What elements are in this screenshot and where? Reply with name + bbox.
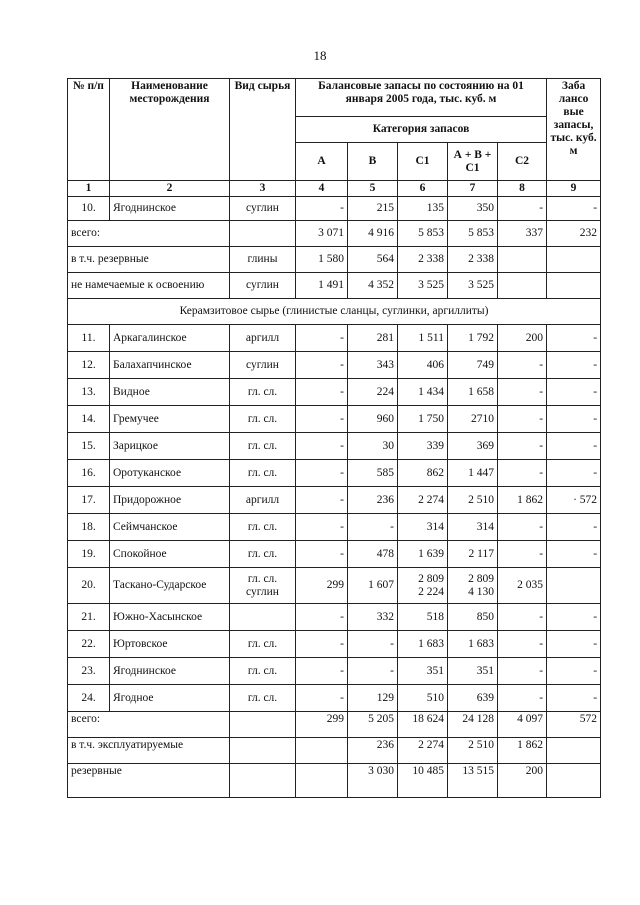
value-c1: 5 853 [398, 221, 448, 247]
value-a: - [296, 487, 348, 514]
material-type-line: суглин [246, 585, 279, 598]
value-c2: - [498, 433, 547, 460]
deposit-name: Сеймчанское [110, 514, 230, 541]
value-c1: 1 750 [398, 406, 448, 433]
value-c1: 10 485 [398, 764, 448, 798]
header-balance: Балансовые запасы по состоянию на 01 января 2005 года, тыс. куб. м [296, 79, 547, 117]
value-a: 1 580 [296, 247, 348, 273]
value-off-balance: - [547, 325, 601, 352]
value-off-balance: - [547, 197, 601, 221]
value-abc1: 2710 [448, 406, 498, 433]
row-num: 12. [68, 352, 110, 379]
value-abc1: 850 [448, 604, 498, 631]
column-number: 4 [296, 181, 348, 197]
row-num: 11. [68, 325, 110, 352]
column-number: 5 [348, 181, 398, 197]
value-b: 5 205 [348, 712, 398, 738]
value-abc1: 5 853 [448, 221, 498, 247]
value-off-balance [547, 568, 601, 604]
value-b: 478 [348, 541, 398, 568]
header-a: А [296, 143, 348, 181]
material-type [230, 738, 296, 764]
row-num: 21. [68, 604, 110, 631]
material-type: суглин [230, 352, 296, 379]
column-number: 1 [68, 181, 110, 197]
column-numbers-row [68, 181, 601, 197]
value-abc1: 1 683 [448, 631, 498, 658]
deposit-name: Оротуканское [110, 460, 230, 487]
material-type: гл. сл. [230, 379, 296, 406]
row-num: 16. [68, 460, 110, 487]
value-line: 2 809 [468, 572, 494, 585]
material-type [230, 764, 296, 798]
material-type [230, 221, 296, 247]
value-c1: 135 [398, 197, 448, 221]
row-num: 23. [68, 658, 110, 685]
value-b: 4 916 [348, 221, 398, 247]
header-type: Вид сырья [230, 79, 296, 181]
value-a: - [296, 514, 348, 541]
value-a [296, 738, 348, 764]
value-c2: - [498, 379, 547, 406]
value-a: - [296, 433, 348, 460]
value-c2: - [498, 604, 547, 631]
total-row [68, 247, 601, 273]
value-off-balance [547, 247, 601, 273]
table-row [68, 433, 601, 460]
page-number: 18 [313, 48, 327, 63]
total-row [68, 738, 601, 764]
header-c2: С2 [498, 143, 547, 181]
value-c2: 4 097 [498, 712, 547, 738]
column-number: 6 [398, 181, 448, 197]
material-type: гл. сл. [230, 631, 296, 658]
value-abc1: 2 510 [448, 738, 498, 764]
row-num: 18. [68, 514, 110, 541]
value-a: - [296, 604, 348, 631]
value-abc1: 369 [448, 433, 498, 460]
value-c1: 314 [398, 514, 448, 541]
value-b: 4 352 [348, 273, 398, 299]
value-b: 1 607 [348, 568, 398, 604]
value-off-balance: · 572 [547, 487, 601, 514]
value-b: 30 [348, 433, 398, 460]
value-off-balance [547, 738, 601, 764]
value-abc1: 639 [448, 685, 498, 712]
value-a: 299 [296, 712, 348, 738]
column-number: 2 [110, 181, 230, 197]
material-type: аргилл [230, 487, 296, 514]
value-abc1: 2 117 [448, 541, 498, 568]
deposit-name: Ягоднинское [110, 658, 230, 685]
value-c2: 1 862 [498, 487, 547, 514]
value-c2: 200 [498, 764, 547, 798]
deposit-name: Придорожное [110, 487, 230, 514]
deposit-name: Зарицкое [110, 433, 230, 460]
value-c2: - [498, 685, 547, 712]
table-row [68, 604, 601, 631]
value-c2: - [498, 514, 547, 541]
value-c1: 406 [398, 352, 448, 379]
value-c2 [498, 247, 547, 273]
value-abc1: 1 792 [448, 325, 498, 352]
row-num: 24. [68, 685, 110, 712]
value-a: - [296, 685, 348, 712]
value-c2: - [498, 406, 547, 433]
value-off-balance: - [547, 433, 601, 460]
table-row [68, 631, 601, 658]
table-row [68, 352, 601, 379]
material-type: аргилл [230, 325, 296, 352]
material-type [230, 712, 296, 738]
header-category: Категория запасов [296, 117, 547, 143]
value-b: 129 [348, 685, 398, 712]
table-row [68, 487, 601, 514]
header-off-balance: Заба лансо вые запасы, тыс. куб. м [547, 79, 601, 181]
value-c2: 337 [498, 221, 547, 247]
table-row [68, 197, 601, 221]
material-type: гл. сл. [230, 685, 296, 712]
value-b: 236 [348, 487, 398, 514]
column-number: 8 [498, 181, 547, 197]
value-c1: 1 434 [398, 379, 448, 406]
value-c2: 2 035 [498, 568, 547, 604]
row-num: 19. [68, 541, 110, 568]
value-a: 299 [296, 568, 348, 604]
value-abc1: 1 658 [448, 379, 498, 406]
header-b: В [348, 143, 398, 181]
value-b: - [348, 658, 398, 685]
total-row [68, 273, 601, 299]
deposit-name: Аркагалинское [110, 325, 230, 352]
value-off-balance: - [547, 604, 601, 631]
material-type: суглин [230, 197, 296, 221]
value-abc1: 749 [448, 352, 498, 379]
value-c1: 1 683 [398, 631, 448, 658]
value-a: - [296, 379, 348, 406]
value-b: - [348, 514, 398, 541]
material-type: гл. сл. [230, 460, 296, 487]
table-row [68, 568, 601, 604]
row-num: 10. [68, 197, 110, 221]
value-b: 3 030 [348, 764, 398, 798]
reserves-table [67, 78, 601, 798]
table-row [68, 685, 601, 712]
header-c1: С1 [398, 143, 448, 181]
deposit-name: Ягоднинское [110, 197, 230, 221]
value-a: - [296, 658, 348, 685]
value-a: - [296, 460, 348, 487]
value-c2: - [498, 658, 547, 685]
value-off-balance [547, 764, 601, 798]
deposit-name: Спокойное [110, 541, 230, 568]
value-abc1: 350 [448, 197, 498, 221]
material-type: гл. сл. [230, 406, 296, 433]
value-c1 [398, 568, 448, 604]
value-abc1: 24 128 [448, 712, 498, 738]
value-abc1: 13 515 [448, 764, 498, 798]
value-b: - [348, 631, 398, 658]
table-row [68, 460, 601, 487]
deposit-name: Ягодное [110, 685, 230, 712]
column-number: 3 [230, 181, 296, 197]
total-row [68, 712, 601, 738]
table-row [68, 514, 601, 541]
value-line: 2 809 [418, 572, 444, 585]
value-c1: 518 [398, 604, 448, 631]
row-num: 20. [68, 568, 110, 604]
value-a: - [296, 631, 348, 658]
value-b: 215 [348, 197, 398, 221]
value-c1: 510 [398, 685, 448, 712]
value-c1: 339 [398, 433, 448, 460]
value-c2 [498, 273, 547, 299]
value-a: - [296, 406, 348, 433]
value-abc1: 3 525 [448, 273, 498, 299]
value-off-balance: - [547, 460, 601, 487]
value-b: 564 [348, 247, 398, 273]
column-number: 7 [448, 181, 498, 197]
value-c2: - [498, 352, 547, 379]
total-label: в т.ч. резервные [68, 247, 230, 273]
material-type-line: гл. сл. [247, 572, 278, 585]
value-c1: 862 [398, 460, 448, 487]
material-type [230, 568, 296, 604]
material-type [230, 604, 296, 631]
value-off-balance [547, 273, 601, 299]
table-row [68, 325, 601, 352]
value-c1: 2 338 [398, 247, 448, 273]
deposit-name: Гремучее [110, 406, 230, 433]
value-abc1: 1 447 [448, 460, 498, 487]
value-abc1: 314 [448, 514, 498, 541]
value-a: - [296, 197, 348, 221]
value-a: - [296, 541, 348, 568]
total-label: всего: [68, 221, 230, 247]
value-off-balance: 232 [547, 221, 601, 247]
deposit-name: Южно-Хасынское [110, 604, 230, 631]
material-type: суглин [230, 273, 296, 299]
value-off-balance: - [547, 658, 601, 685]
value-a: 1 491 [296, 273, 348, 299]
value-c1: 1 639 [398, 541, 448, 568]
value-c2: - [498, 460, 547, 487]
value-c2: 200 [498, 325, 547, 352]
value-off-balance: - [547, 685, 601, 712]
row-num: 13. [68, 379, 110, 406]
value-abc1: 2 510 [448, 487, 498, 514]
deposit-name: Юртовское [110, 631, 230, 658]
value-c2: - [498, 197, 547, 221]
value-a [296, 764, 348, 798]
value-abc1 [448, 568, 498, 604]
material-type: гл. сл. [230, 514, 296, 541]
value-c2: - [498, 541, 547, 568]
total-row [68, 764, 601, 798]
value-b: 332 [348, 604, 398, 631]
value-c2: - [498, 631, 547, 658]
total-label: в т.ч. эксплуатируемые [68, 738, 230, 764]
deposit-name: Балахапчинское [110, 352, 230, 379]
value-off-balance: - [547, 514, 601, 541]
row-num: 17. [68, 487, 110, 514]
value-c1: 3 525 [398, 273, 448, 299]
value-a: 3 071 [296, 221, 348, 247]
table-row [68, 379, 601, 406]
value-c1: 2 274 [398, 487, 448, 514]
value-c1: 351 [398, 658, 448, 685]
header-num: № п/п [68, 79, 110, 181]
value-off-balance: 572 [547, 712, 601, 738]
value-b: 960 [348, 406, 398, 433]
value-off-balance: - [547, 352, 601, 379]
value-b: 236 [348, 738, 398, 764]
total-row [68, 221, 601, 247]
header-abc1: А + В + С1 [448, 143, 498, 181]
value-c2: 1 862 [498, 738, 547, 764]
row-num: 14. [68, 406, 110, 433]
value-b: 281 [348, 325, 398, 352]
value-abc1: 2 338 [448, 247, 498, 273]
material-type: гл. сл. [230, 658, 296, 685]
section-title: Керамзитовое сырье (глинистые сланцы, суглинки, аргиллиты) [68, 299, 601, 325]
total-label: не намечаемые к освоению [68, 273, 230, 299]
value-off-balance: - [547, 631, 601, 658]
value-c1: 18 624 [398, 712, 448, 738]
value-c1: 1 511 [398, 325, 448, 352]
value-off-balance: - [547, 406, 601, 433]
material-type: гл. сл. [230, 433, 296, 460]
value-c1: 2 274 [398, 738, 448, 764]
value-line: 2 224 [418, 585, 444, 598]
value-b: 224 [348, 379, 398, 406]
column-number: 9 [547, 181, 601, 197]
table-row [68, 658, 601, 685]
total-label: всего: [68, 712, 230, 738]
row-num: 22. [68, 631, 110, 658]
value-a: - [296, 352, 348, 379]
material-type: гл. сл. [230, 541, 296, 568]
value-line: 4 130 [468, 585, 494, 598]
value-a: - [296, 325, 348, 352]
value-b: 585 [348, 460, 398, 487]
table-row [68, 406, 601, 433]
header-name: Наименование месторождения [110, 79, 230, 181]
material-type: глины [230, 247, 296, 273]
value-off-balance: - [547, 379, 601, 406]
total-label: резервные [68, 764, 230, 798]
value-off-balance: - [547, 541, 601, 568]
value-b: 343 [348, 352, 398, 379]
deposit-name: Таскано-Сударское [110, 568, 230, 604]
value-abc1: 351 [448, 658, 498, 685]
deposit-name: Видное [110, 379, 230, 406]
row-num: 15. [68, 433, 110, 460]
table-row [68, 541, 601, 568]
